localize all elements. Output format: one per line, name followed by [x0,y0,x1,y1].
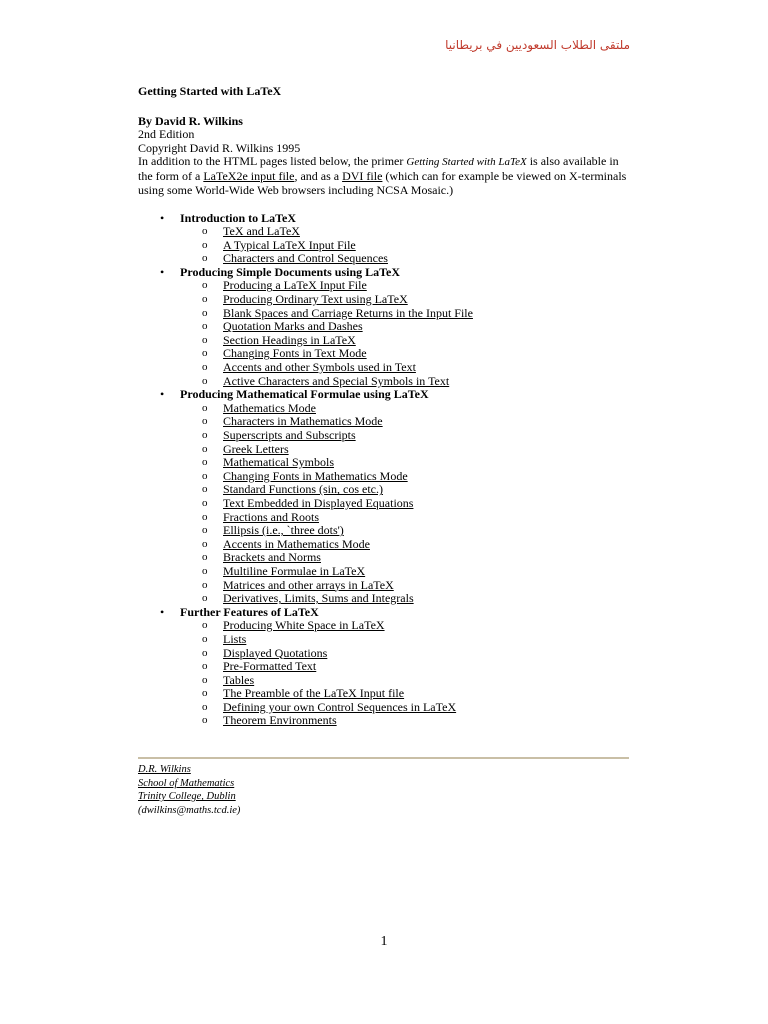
toc-subsection [180,551,630,565]
intro-text-1: In addition to the HTML pages listed below, the primer [138,154,407,169]
site-header-text: ملتقى الطلاب السعوديين في بريطانيا [445,38,630,52]
circle-bullet-icon: o [202,687,208,700]
latex-input-file-link[interactable]: LaTeX2e input file [203,169,295,184]
toc-link[interactable]: Multiline Formulae in LaTeX [223,563,366,578]
circle-bullet-icon: o [202,673,208,686]
toc-subsection-list [180,225,630,266]
toc-subsection [180,633,630,647]
toc-link[interactable]: Standard Functions (sin, cos etc.) [223,482,383,497]
circle-bullet-icon: o [202,551,208,564]
circle-bullet-icon: o [202,578,208,591]
toc-link[interactable]: Changing Fonts in Text Mode [223,346,367,361]
circle-bullet-icon: o [202,496,208,509]
footer-divider [138,757,629,759]
bullet-icon: • [160,210,165,225]
circle-bullet-icon: o [202,442,208,455]
toc-link[interactable]: Tables [223,672,255,687]
circle-bullet-icon: o [202,306,208,319]
toc-subsection [180,647,630,661]
toc-link[interactable]: Ellipsis (i.e., `three dots') [223,523,344,538]
toc-subsection-list [180,279,630,388]
author-footer [138,763,240,817]
toc-subsection [180,429,630,443]
primer-name: Getting Started with LaTeX [406,156,527,169]
toc-link[interactable]: Producing White Space in LaTeX [223,618,385,633]
toc-subsection [180,375,630,389]
toc-subsection [180,619,630,633]
footer-author-link[interactable]: D.R. Wilkins [138,764,191,775]
toc-link[interactable]: Derivatives, Limits, Sums and Integrals [223,591,414,606]
circle-bullet-icon: o [202,456,208,469]
toc-subsection [180,402,630,416]
circle-bullet-icon: o [202,225,208,238]
toc-subsection-list [180,619,630,728]
toc-link[interactable]: Accents in Mathematics Mode [223,536,370,551]
circle-bullet-icon: o [202,564,208,577]
toc-section [138,212,630,266]
toc-section [138,266,630,388]
toc-subsection [180,524,630,538]
page-number: 1 [380,934,388,949]
toc-link[interactable]: Greek Letters [223,441,289,456]
circle-bullet-icon: o [202,632,208,645]
toc-link[interactable]: Blank Spaces and Carriage Returns in the Input File [223,305,473,320]
toc-link[interactable]: Quotation Marks and Dashes [223,319,363,334]
circle-bullet-icon: o [202,429,208,442]
edition: 2nd Edition [138,127,195,141]
toc-link[interactable]: Matrices and other arrays in LaTeX [223,577,394,592]
intro-text-3: , and as a [294,169,343,184]
toc-subsection [180,538,630,552]
bullet-icon: • [160,387,165,402]
toc-link[interactable]: Producing a LaTeX Input File [223,278,367,293]
circle-bullet-icon: o [202,279,208,292]
circle-bullet-icon: o [202,592,208,605]
dvi-file-link[interactable]: DVI file [342,169,383,184]
circle-bullet-icon: o [202,238,208,251]
toc-link[interactable]: A Typical LaTeX Input File [223,237,356,252]
circle-bullet-icon: o [202,700,208,713]
toc-link[interactable]: Superscripts and Subscripts [223,428,356,443]
circle-bullet-icon: o [202,646,208,659]
toc-subsection [180,674,630,688]
toc-subsection [180,687,630,701]
toc-section [138,388,630,606]
toc-section-title: Further Features of LaTeX [180,604,319,619]
toc-subsection [180,415,630,429]
toc-link[interactable]: TeX and LaTeX [223,224,300,239]
toc-link[interactable]: Theorem Environments [223,713,337,728]
toc-section-title: Introduction to LaTeX [180,210,297,225]
toc-subsection [180,701,630,715]
toc-subsection [180,347,630,361]
toc-link[interactable]: Active Characters and Special Symbols in Text [223,373,450,388]
document-title: Getting Started with LaTeX [138,84,282,98]
toc-subsection [180,579,630,593]
circle-bullet-icon: o [202,660,208,673]
circle-bullet-icon: o [202,714,208,727]
circle-bullet-icon: o [202,537,208,550]
toc-section-title: Producing Simple Documents using LaTeX [180,264,401,279]
toc-subsection [180,293,630,307]
circle-bullet-icon: o [202,374,208,387]
circle-bullet-icon: o [202,510,208,523]
toc-link[interactable]: Lists [223,631,247,646]
circle-bullet-icon: o [202,415,208,428]
toc-subsection [180,470,630,484]
table-of-contents [138,212,630,729]
circle-bullet-icon: o [202,347,208,360]
toc-subsection [180,443,630,457]
toc-link[interactable]: Mathematics Mode [223,400,316,415]
toc-subsection [180,279,630,293]
intro-paragraph [138,155,630,197]
toc-subsection [180,660,630,674]
circle-bullet-icon: o [202,320,208,333]
circle-bullet-icon: o [202,619,208,632]
circle-bullet-icon: o [202,252,208,265]
toc-link[interactable]: Changing Fonts in Mathematics Mode [223,468,408,483]
footer-college-link[interactable]: Trinity College, Dublin [138,791,236,803]
toc-link[interactable]: Text Embedded in Displayed Equations [223,495,414,510]
circle-bullet-icon: o [202,361,208,374]
toc-subsection [180,483,630,497]
circle-bullet-icon: o [202,469,208,482]
bullet-icon: • [160,604,165,619]
toc-link[interactable]: Pre-Formatted Text [223,659,317,674]
toc-link[interactable]: Producing Ordinary Text using LaTeX [223,292,408,307]
intro-text-2: is also available in the form of a [138,154,619,184]
toc-subsection [180,239,630,253]
toc-subsection [180,334,630,348]
toc-link[interactable]: Characters and Control Sequences [223,251,388,266]
toc-subsection [180,361,630,375]
bullet-icon: • [160,264,165,279]
toc-link[interactable]: Characters in Mathematics Mode [223,414,383,429]
toc-link[interactable]: Section Headings in LaTeX [223,332,356,347]
toc-link[interactable]: Accents and other Symbols used in Text [223,360,416,375]
toc-subsection [180,320,630,334]
author-line: By David R. Wilkins [138,114,243,128]
toc-subsection [180,225,630,239]
toc-subsection [180,252,630,266]
toc-subsection [180,714,630,728]
intro-text-4: (which can for example be viewed on X-terminals using some World-Wide Web browsers including NCSA Mosaic.) [138,169,627,197]
toc-section [138,606,630,728]
toc-link[interactable]: Mathematical Symbols [223,455,334,470]
circle-bullet-icon: o [202,293,208,306]
toc-link[interactable]: Defining your own Control Sequences in LaTeX [223,699,457,714]
toc-link[interactable]: Fractions and Roots [223,509,319,524]
toc-subsection [180,511,630,525]
footer-email: (dwilkins@maths.tcd.ie) [138,804,241,816]
toc-subsection [180,592,630,606]
circle-bullet-icon: o [202,333,208,346]
footer-school-link[interactable]: School of Mathematics [138,777,235,789]
document-body [138,84,630,728]
toc-subsection [180,497,630,511]
circle-bullet-icon: o [202,401,208,414]
circle-bullet-icon: o [202,483,208,496]
toc-section-title: Producing Mathematical Formulae using LaTeX [180,387,429,402]
toc-link[interactable]: Displayed Quotations [223,645,328,660]
toc-link[interactable]: Brackets and Norms [223,550,321,565]
circle-bullet-icon: o [202,524,208,537]
toc-subsection-list [180,402,630,606]
copyright: Copyright David R. Wilkins 1995 [138,140,301,155]
toc-subsection [180,456,630,470]
toc-link[interactable]: The Preamble of the LaTeX Input file [223,686,405,701]
toc-subsection [180,565,630,579]
toc-subsection [180,307,630,321]
